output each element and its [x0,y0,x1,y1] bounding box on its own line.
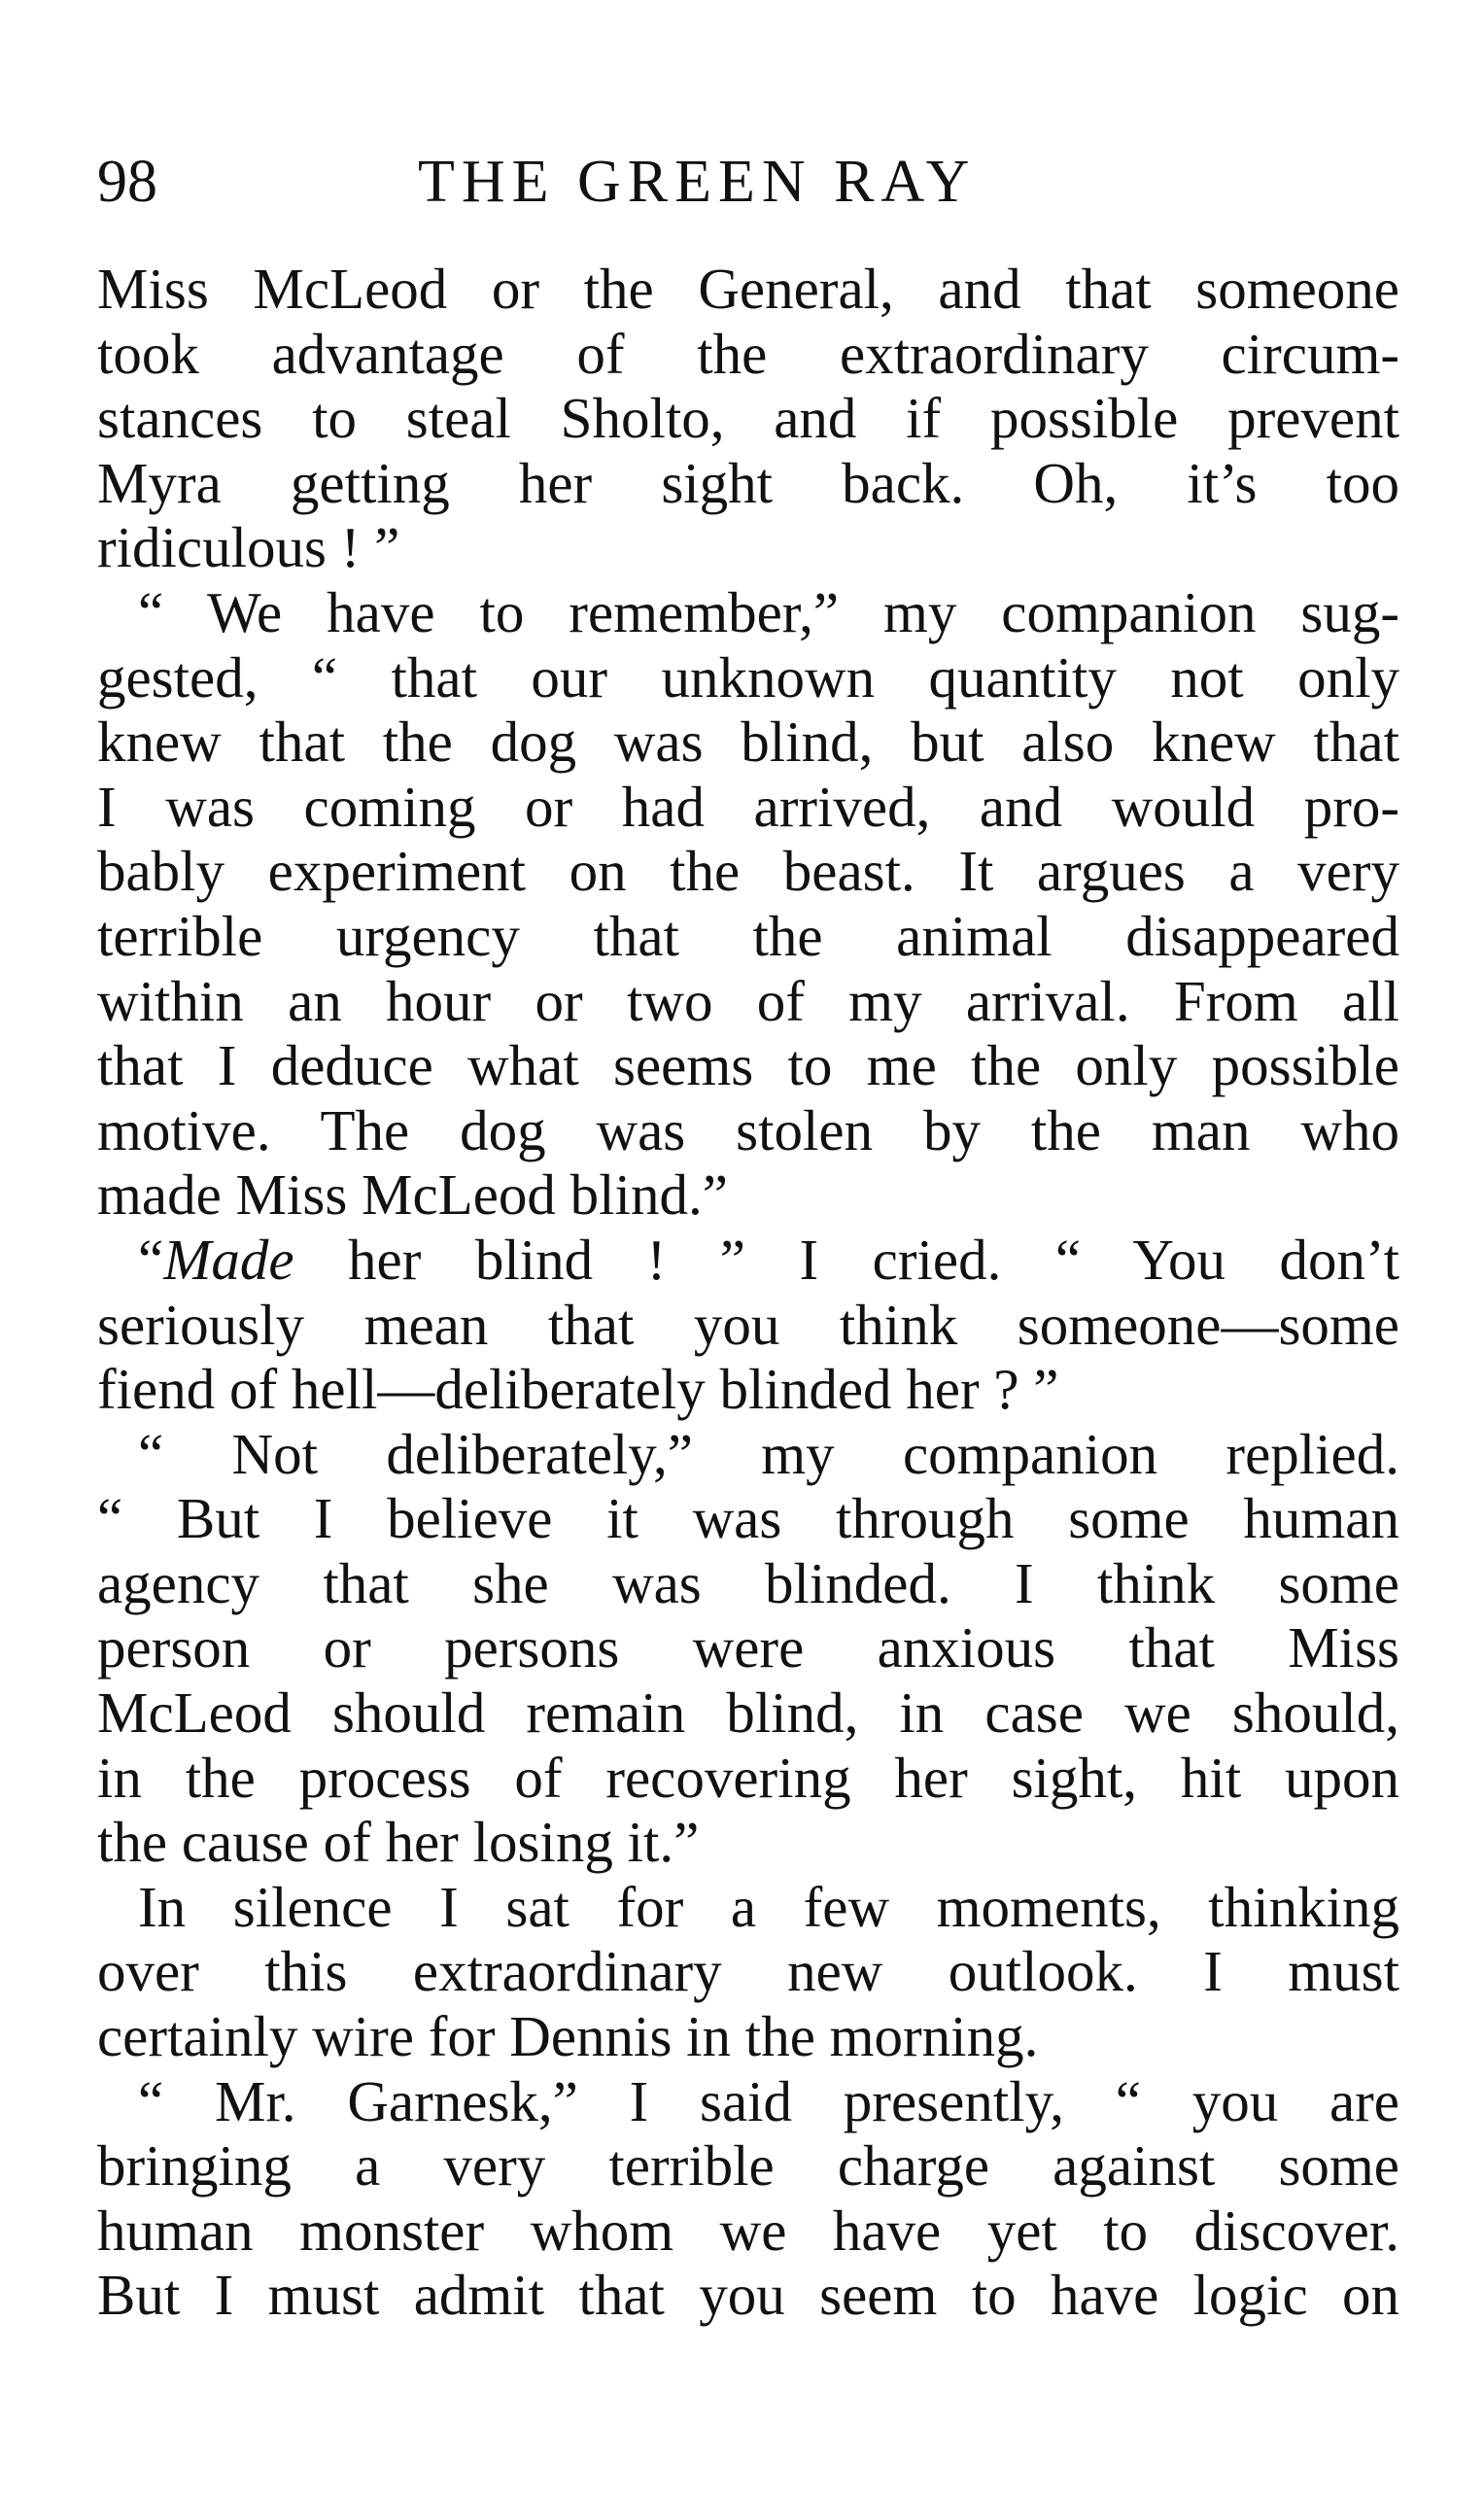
text-line: in the process of recovering her sight, hit upon [97,1745,1399,1810]
text-line: “ Mr. Garnesk,” I said presently, “ you are [138,2068,1399,2133]
text-line: “ Not deliberately,” my companion replied. [138,1421,1399,1486]
book-page [97,136,1399,2328]
text-line: gested, “ that our unknown quantity not only [97,644,1399,710]
open-quote: “ [138,1227,164,1292]
text-line: motive. The dog was stolen by the man who [97,1097,1399,1162]
text-line: “ We have to remember,” my companion sug- [138,579,1399,644]
paragraph [97,1875,1399,2069]
text-line: made Miss McLeod blind.” [97,1162,728,1228]
text-line [97,1228,1399,1293]
text-line: McLeod should remain blind, in case we should, [97,1680,1399,1746]
paragraph [97,2069,1399,2328]
page-number: 98 [97,149,157,215]
text-line: But I must admit that you seem to have logic on [97,2263,1399,2328]
text-line: terrible urgency that the animal disappeared [97,903,1399,968]
text-line: In silence I sat for a few moments, thinking [138,1874,1399,1939]
text-line: Miss McLeod or the General, and that someone [97,257,1399,321]
text-line: fiend of hell—deliberately blinded her ? ” [97,1357,1059,1422]
paragraph [97,1422,1399,1875]
running-title: THE GREEN RAY [418,149,977,215]
paragraph [97,257,1399,580]
text-line: took advantage of the extraordinary circum- [97,321,1399,386]
text-line: I was coming or had arrived, and would pro- [97,774,1399,839]
text-line: person or persons were anxious that Miss [97,1615,1399,1680]
emphasis-text: Made [163,1227,294,1292]
text-line: stances to steal Sholto, and if possible prevent [97,386,1399,451]
text-line: over this extraordinary new outlook. I must [97,1939,1399,2004]
text-line: ridiculous ! ” [97,515,400,580]
text-line: “ But I believe it was through some human [97,1486,1399,1551]
text-line: that I deduce what seems to me the only possible [97,1033,1399,1098]
text-line: Myra getting her sight back. Oh, it’s too [97,450,1399,515]
text-run: her blind ! ” I cried. “ You don’t [293,1227,1399,1292]
text-line: certainly wire for Dennis in the morning. [97,2004,1039,2069]
text-line: within an hour or two of my arrival. From all [97,968,1399,1033]
text-line: seriously mean that you think someone—some [97,1292,1399,1357]
text-line: knew that the dog was blind, but also knew that [97,710,1399,775]
text-line: bably experiment on the beast. It argues a very [97,839,1399,904]
text-line: the cause of her losing it.” [97,1810,700,1875]
paragraph [97,1228,1399,1422]
body-text [97,257,1399,2328]
text-line: human monster whom we have yet to discover. [97,2198,1399,2263]
paragraph [97,580,1399,1228]
running-head [97,136,1399,229]
text-line: agency that she was blinded. I think some [97,1550,1399,1615]
text-line: bringing a very terrible charge against some [97,2133,1399,2199]
